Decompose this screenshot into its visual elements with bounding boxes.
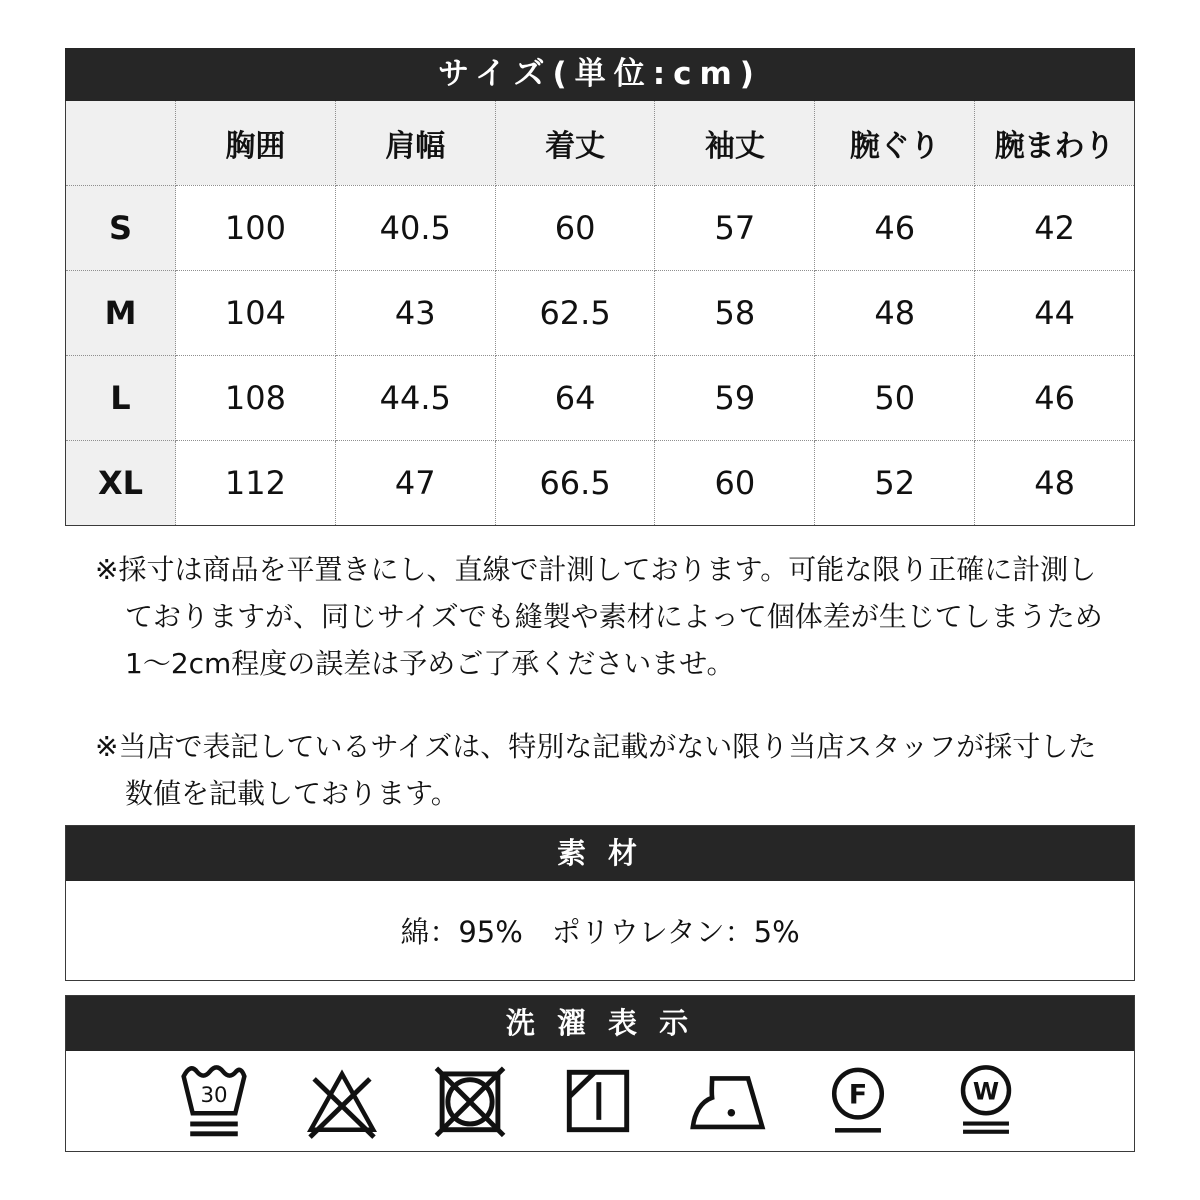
- size-cell: 42: [975, 185, 1135, 270]
- column-header: 腕ぐり: [815, 101, 975, 185]
- size-cell: 59: [655, 355, 815, 440]
- size-cell: 62.5: [495, 270, 655, 355]
- size-cell: 52: [815, 440, 975, 525]
- column-header: 袖丈: [655, 101, 815, 185]
- wash-30-very-mild-icon: [173, 1055, 255, 1147]
- size-cell: 44.5: [335, 355, 495, 440]
- do-not-tumble-dry-icon: [429, 1055, 511, 1147]
- laundry-title: 洗 濯 表 示: [66, 996, 1134, 1051]
- drip-dry-in-shade-icon: [557, 1055, 639, 1147]
- note-line: 数値を記載しております。: [125, 776, 459, 810]
- note-line: ※当店で表記しているサイズは、特別な記載がない限り当店スタッフが採寸した: [95, 729, 1097, 763]
- sizing-note: [65, 723, 1135, 817]
- size-cell: 58: [655, 270, 815, 355]
- size-cell: 112: [176, 440, 336, 525]
- size-cell: 46: [815, 185, 975, 270]
- size-cell: 40.5: [335, 185, 495, 270]
- note-line: 1〜2cm程度の誤差は予めご了承くださいませ。: [125, 646, 735, 680]
- size-row-label: M: [66, 270, 176, 355]
- size-cell: 57: [655, 185, 815, 270]
- laundry-icons-row: [66, 1051, 1134, 1151]
- size-cell: 50: [815, 355, 975, 440]
- professional-dry-clean-F-icon: [817, 1055, 899, 1147]
- professional-wet-clean-W-icon: [945, 1055, 1027, 1147]
- size-cell: 43: [335, 270, 495, 355]
- size-cell: 108: [176, 355, 336, 440]
- table-row: [66, 270, 1135, 355]
- size-cell: 64: [495, 355, 655, 440]
- size-row-label: L: [66, 355, 176, 440]
- table-row: [66, 440, 1135, 525]
- size-cell: 46: [975, 355, 1135, 440]
- measurement-note: [65, 546, 1135, 687]
- do-not-bleach-icon: [301, 1055, 383, 1147]
- size-row-label: XL: [66, 440, 176, 525]
- material-content: 綿：95% ポリウレタン：5%: [66, 881, 1134, 980]
- column-header: 肩幅: [335, 101, 495, 185]
- size-cell: 47: [335, 440, 495, 525]
- svg-text:W: W: [972, 1076, 1000, 1105]
- size-cell: 60: [495, 185, 655, 270]
- column-header: 胸囲: [176, 101, 336, 185]
- corner-cell: [66, 101, 176, 185]
- column-header: 腕まわり: [975, 101, 1135, 185]
- note-line: ※採寸は商品を平置きにし、直線で計測しております。可能な限り正確に計測し: [95, 552, 1097, 586]
- note-line: ておりますが、同じサイズでも縫製や素材によって個体差が生じてしまうため: [125, 599, 1103, 633]
- size-cell: 44: [975, 270, 1135, 355]
- size-cell: 66.5: [495, 440, 655, 525]
- svg-text:30: 30: [200, 1082, 228, 1108]
- size-cell: 60: [655, 440, 815, 525]
- material-section: [65, 825, 1135, 981]
- table-row: [66, 185, 1135, 270]
- material-title: 素 材: [66, 826, 1134, 881]
- laundry-section: [65, 995, 1135, 1152]
- notes: [65, 546, 1135, 817]
- size-cell: 104: [176, 270, 336, 355]
- size-cell: 48: [975, 440, 1135, 525]
- iron-low-heat-icon: [685, 1055, 771, 1147]
- size-row-label: S: [66, 185, 176, 270]
- size-table-title: サイズ(単位:cm): [65, 48, 1135, 101]
- size-table: [65, 101, 1135, 526]
- table-row: [66, 355, 1135, 440]
- svg-text:F: F: [848, 1078, 868, 1110]
- table-header-row: [66, 101, 1135, 185]
- size-cell: 48: [815, 270, 975, 355]
- size-cell: 100: [176, 185, 336, 270]
- column-header: 着丈: [495, 101, 655, 185]
